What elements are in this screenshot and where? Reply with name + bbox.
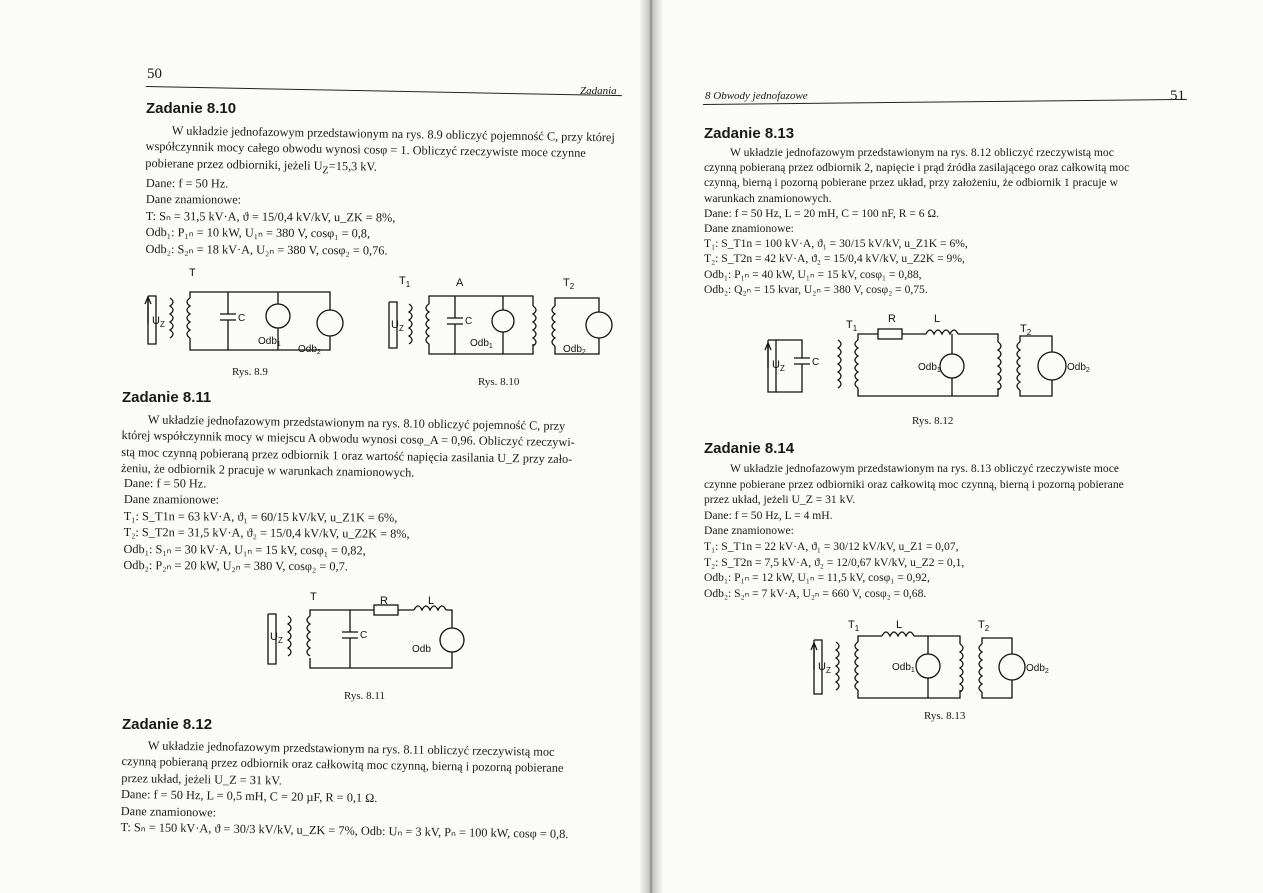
figure-8-11-circuit bbox=[262, 588, 482, 678]
transformer-t1-secondary bbox=[855, 340, 858, 388]
resistor-r bbox=[878, 329, 902, 339]
label-c: C bbox=[465, 316, 473, 327]
figure-8-9-circuit bbox=[140, 264, 360, 374]
label-odb1: Odb$_1$ bbox=[470, 338, 493, 350]
label-t2: $T_2$ bbox=[563, 277, 575, 291]
label-odb2: Odb$_2$ bbox=[1067, 362, 1090, 374]
text-line-2: której współczynnik mocy w miejscu A obwodu wynosi cosφ_A = 0,96. Obliczyć rzeczywi- bbox=[121, 428, 575, 450]
wire-bottom bbox=[858, 690, 960, 698]
figure-8-10-circuit bbox=[385, 274, 615, 374]
transformer-t1-primary bbox=[836, 642, 839, 690]
data-line: Odb₁: P₁ₙ = 10 kW, U₁ₙ = 380 V, cosφ₁ = 0,8, bbox=[145, 225, 371, 241]
label-t2: $T_2$ bbox=[1020, 323, 1032, 337]
label-uz: $U_Z$ bbox=[818, 661, 831, 675]
capacitor-c bbox=[220, 292, 236, 350]
label-l: L bbox=[896, 619, 903, 631]
inductor-l bbox=[926, 330, 958, 334]
wire-right bbox=[446, 610, 452, 628]
data-line: Odb₂: S₂ₙ = 7 kV·A, U₂ₙ = 660 V, cosφ₂ = 0,68. bbox=[704, 586, 927, 600]
transformer-t2-primary bbox=[960, 644, 963, 692]
label-uz: $U_Z$ bbox=[391, 319, 404, 333]
data-line: T: Sₙ = 31,5 kV·A, ϑ = 15/0,4 kV/kV, u_ZK = 8%, bbox=[145, 208, 396, 225]
wire-secondary-loop bbox=[1020, 336, 1052, 396]
wire-to-t2 bbox=[914, 636, 960, 644]
rated-label: Dane znamionowe: bbox=[120, 803, 217, 820]
label-r: R bbox=[380, 595, 388, 607]
transformer-t2-secondary bbox=[1017, 342, 1020, 390]
label-odb1: Odb$_1$ bbox=[258, 336, 281, 348]
running-header-right: 8 Obwody jednofazowe bbox=[705, 90, 808, 102]
load-odb bbox=[440, 628, 464, 652]
given-line: Dane: f = 50 Hz, L = 20 mH, C = 100 nF, R = 6 Ω. bbox=[704, 206, 939, 220]
rated-label: Dane znamionowe: bbox=[145, 192, 242, 207]
transformer-primary bbox=[288, 616, 291, 656]
transformer-t1-secondary bbox=[426, 304, 429, 344]
zadanie-8-10-text: W układzie jednofazowym przedstawionym na rys. 8.9 obliczyć pojemność C, przy której współczynnik mocy całego obwodu wynosi cosφ = 1. Obliczyć rzeczywiste moce czynne pobierane przez odbiorniki, jeżeli U bbox=[145, 123, 615, 173]
label-t: T bbox=[189, 267, 196, 279]
load-odb1 bbox=[940, 354, 964, 378]
zadanie-8-13-body bbox=[704, 145, 1129, 297]
label-odb2: Odb$_2$ bbox=[1026, 663, 1049, 675]
figure-8-13-circuit bbox=[810, 614, 1110, 704]
label-uz: $U_Z$ bbox=[152, 315, 165, 329]
transformer-t2-primary bbox=[533, 306, 536, 346]
zadanie-8-11-data bbox=[123, 475, 410, 575]
text-line-1: W układzie jednofazowym przedstawionym na rys. 8.11 obliczyć rzeczywistą moc bbox=[147, 738, 555, 759]
data-line: Odb₂: S₂ₙ = 18 kV·A, U₂ₙ = 380 V, cosφ₂ = 0,76. bbox=[145, 241, 388, 258]
figure-8-12-circuit bbox=[762, 310, 1102, 406]
load-odb1 bbox=[266, 304, 290, 328]
data-line: T₂: S_T2n = 7,5 kV·A, ϑ₂ = 12/0,67 kV/kV, u_Z2 = 0,1, bbox=[704, 555, 965, 569]
caption-rys-8-12: Rys. 8.12 bbox=[912, 415, 954, 427]
data-line: Odb₁: S₁ₙ = 30 kV·A, U₁ₙ = 15 kV, cosφ₁ = 0,82, bbox=[123, 541, 366, 558]
text-line-4: żeniu, że odbiornik 2 pracuje w warunkach znamionowych. bbox=[120, 461, 415, 480]
label-c: C bbox=[812, 357, 820, 368]
load-odb1 bbox=[916, 654, 940, 678]
text-line-1: W układzie jednofazowym przedstawionym na rys. 8.13 obliczyć rzeczywiste moce bbox=[730, 462, 1120, 475]
caption-rys-8-13: Rys. 8.13 bbox=[924, 710, 966, 722]
data-line: T₁: S_T1n = 100 kV·A, ϑ₁ = 30/15 kV/kV, u_Z1K = 6%, bbox=[704, 237, 968, 251]
page-number-right: 51 bbox=[1170, 88, 1185, 104]
caption-rys-8-11: Rys. 8.11 bbox=[344, 690, 386, 702]
label-t1: $T_1$ bbox=[848, 619, 860, 633]
label-odb2: Odb$_2$ bbox=[298, 344, 321, 356]
rated-label: Dane znamionowe: bbox=[123, 492, 220, 507]
wire-top bbox=[858, 636, 882, 642]
load-odb2 bbox=[317, 310, 343, 336]
label-l: L bbox=[428, 595, 435, 607]
given-line: Dane: f = 50 Hz. bbox=[145, 175, 229, 191]
label-odb1: Odb$_1$ bbox=[918, 362, 941, 374]
transformer-t2-primary bbox=[998, 342, 1001, 390]
label-odb: Odb bbox=[412, 644, 431, 655]
page-number-left: 50 bbox=[147, 66, 162, 82]
zadanie-8-14-body bbox=[704, 461, 1124, 601]
label-odb1: Odb$_1$ bbox=[892, 662, 915, 674]
transformer-t1-secondary bbox=[855, 642, 858, 690]
wire-secondary-loop bbox=[982, 638, 1012, 698]
transformer-secondary bbox=[307, 616, 310, 656]
data-line: Odb₁: P₁ₙ = 12 kW, U₁ₙ = 11,5 kV, cosφ₁ = 0,92, bbox=[704, 571, 930, 585]
voltage-arrow bbox=[765, 343, 771, 368]
running-header-left: Zadania bbox=[580, 85, 617, 97]
wire-top bbox=[429, 296, 533, 306]
caption-rys-8-9: Rys. 8.9 bbox=[232, 366, 268, 378]
transformer-t2-secondary bbox=[979, 644, 982, 692]
text-fragment: =15,3 kV. bbox=[328, 158, 377, 174]
label-c: C bbox=[238, 313, 246, 324]
text-line-1: W układzie jednofazowym przedstawionym na rys. 8.12 obliczyć rzeczywistą moc bbox=[730, 146, 1114, 159]
heading-zadanie-8-13: Zadanie 8.13 bbox=[704, 125, 795, 142]
rated-label: Dane znamionowe: bbox=[704, 524, 794, 538]
zadanie-8-12-body bbox=[120, 737, 569, 842]
transformer-primary bbox=[170, 298, 173, 338]
label-a: A bbox=[456, 277, 464, 289]
label-l: L bbox=[934, 313, 941, 325]
capacitor-c bbox=[342, 610, 358, 668]
voltage-arrow bbox=[811, 643, 817, 670]
subscript: Z bbox=[322, 165, 329, 177]
data-line: Odb₁: P₁ₙ = 40 kW, U₁ₙ = 15 kV, cosφ₁ = 0,88, bbox=[704, 267, 922, 281]
label-uz: $U_Z$ bbox=[270, 631, 283, 645]
rated-label: Dane znamionowe: bbox=[704, 222, 794, 236]
label-uz: $U_Z$ bbox=[772, 359, 785, 373]
data-line: T₂: S_T2n = 42 kV·A, ϑ₂ = 15/0,4 kV/kV, u_Z2K = 9%, bbox=[704, 252, 965, 266]
given-line: Dane: f = 50 Hz, L = 4 mH. bbox=[704, 508, 833, 522]
text-line-2: czynne pobierane przez odbiorniki oraz całkowitą moc czynną, bierną i pozorną pobierane bbox=[704, 477, 1124, 491]
data-line: T₁: S_T1n = 63 kV·A, ϑ₁ = 60/15 kV/kV, u_Z1K = 6%, bbox=[123, 508, 398, 525]
wire-bottom bbox=[858, 388, 998, 396]
given-line: Dane: f = 50 Hz. bbox=[123, 475, 207, 491]
label-t: T bbox=[310, 591, 317, 603]
capacitor-c bbox=[447, 296, 463, 354]
text-line-3: czynną, bierną i pozorną pobierane przez układ, przy założeniu, że odbiornik 1 pracuje w bbox=[704, 176, 1118, 190]
transformer-t1-primary bbox=[409, 304, 412, 344]
label-t2: $T_2$ bbox=[978, 619, 990, 633]
transformer-secondary bbox=[187, 298, 190, 338]
given-line: Dane: f = 50 Hz, L = 0,5 mH, C = 20 µF, R = 0,1 Ω. bbox=[120, 787, 378, 806]
zadanie-8-11-body bbox=[121, 411, 575, 484]
data-line: Odb₂: Q₂ₙ = 15 kvar, U₂ₙ = 380 V, cosφ₂ = 0,75. bbox=[704, 282, 928, 296]
caption-rys-8-10: Rys. 8.10 bbox=[478, 376, 520, 388]
text-line-2: czynną pobieraną przez odbiornik oraz całkowitą moc czynną, bierną i pozorną pobierane bbox=[121, 754, 564, 776]
text-line-1: W układzie jednofazowym przedstawionym na rys. 8.10 obliczyć pojemność C, przy bbox=[147, 412, 566, 433]
label-t1: $T_1$ bbox=[846, 319, 858, 333]
load-odb1 bbox=[492, 310, 514, 332]
transformer-t2-secondary bbox=[552, 306, 555, 346]
label-r: R bbox=[888, 313, 896, 325]
data-line: T₁: S_T1n = 22 kV·A, ϑ₁ = 30/12 kV/kV, u_Z1 = 0,07, bbox=[704, 539, 959, 553]
wire-to-t2 bbox=[958, 334, 998, 342]
data-line: T₂: S_T2n = 31,5 kV·A, ϑ₂ = 15/0,4 kV/kV, u_Z2K = 8%, bbox=[123, 525, 410, 541]
text-line-3: stą moc czynną pobieraną przez odbiornik 1 oraz wartość napięcia zasilania U_Z przy zało- bbox=[121, 444, 573, 466]
transformer-t1-primary bbox=[838, 340, 841, 388]
heading-zadanie-8-14: Zadanie 8.14 bbox=[704, 440, 795, 457]
text-line bbox=[704, 145, 1129, 160]
text-line-4: warunkach znamionowych. bbox=[704, 191, 832, 205]
data-line: T: Sₙ = 150 kV·A, ϑ = 30/3 kV/kV, u_ZK = 7%, Odb: Uₙ = 3 kV, Pₙ = 100 kW, cosφ = 0,8. bbox=[120, 820, 569, 842]
load-odb2 bbox=[999, 654, 1025, 680]
heading-zadanie-8-10: Zadanie 8.10 bbox=[146, 100, 237, 117]
label-c: C bbox=[360, 630, 368, 641]
data-line: Odb₂: P₂ₙ = 20 kW, U₂ₙ = 380 V, cosφ₂ = 0,7. bbox=[123, 558, 348, 574]
heading-zadanie-8-12: Zadanie 8.12 bbox=[122, 716, 213, 733]
text-line-3: przez układ, jeżeli U_Z = 31 kV. bbox=[704, 493, 856, 507]
load-odb2 bbox=[586, 312, 612, 338]
zadanie-8-10-data bbox=[145, 175, 395, 259]
inductor-l bbox=[882, 632, 914, 636]
heading-zadanie-8-11: Zadanie 8.11 bbox=[122, 389, 212, 406]
book-spine-shadow bbox=[640, 0, 662, 893]
text-line-3: przez układ, jeżeli U_Z = 31 kV. bbox=[121, 770, 282, 788]
text-line-2: czynną pobieraną przez odbiornik 2, napięcie i prąd źródła zasilającego oraz całkowitą moc bbox=[704, 161, 1130, 175]
wire-top bbox=[190, 292, 330, 310]
load-odb2 bbox=[1038, 352, 1066, 380]
text-line bbox=[704, 461, 1124, 477]
label-odb2: Odb$_2$ bbox=[563, 344, 586, 356]
label-t1: $T_1$ bbox=[399, 275, 411, 289]
